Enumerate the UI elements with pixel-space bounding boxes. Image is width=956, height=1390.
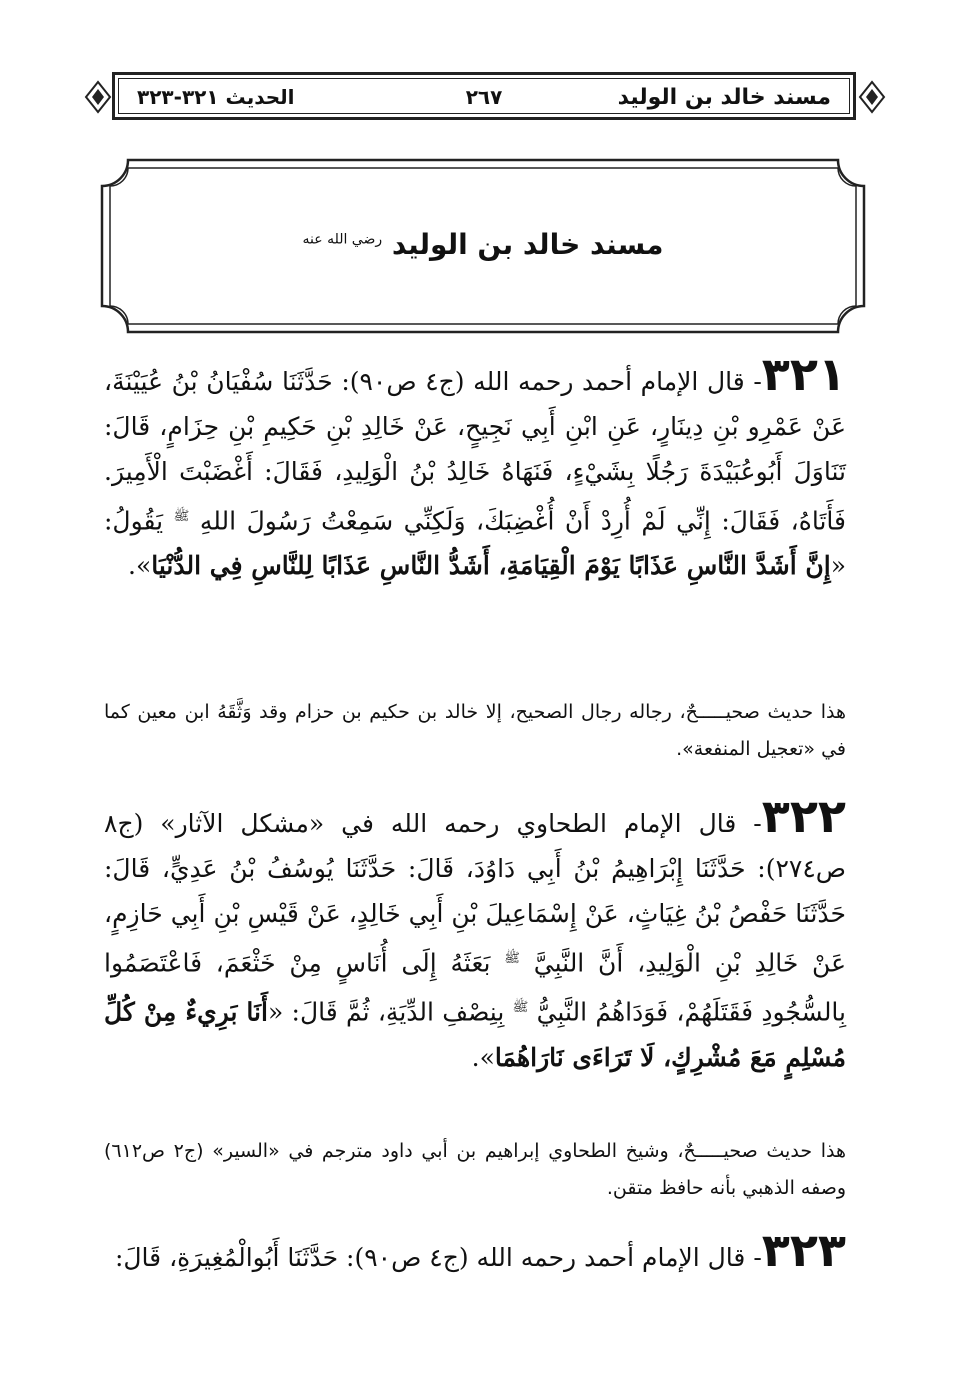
salutation-mark: ﷺ [173,509,190,524]
hadith-text: - قال الإمام أحمد رحمه الله (ج٤ ص٩٠): حَدَّثَنَا سُفْيَانُ بْنُ عُيَيْنَةَ، عَنْ عَمْرِو بْنِ دِينَارٍ، عَنِ ابْنِ أَبِي نَجِيحٍ، عَنْ خَالِدِ بْنِ حَكِيمِ بْنِ حِزَامٍ، قَالَ: تَنَاوَلَ أَبُوعُبَيْدَةَ رَجُلًا بِشَيْءٍ، فَنَهَاهُ خَالِدُ بْنُ الْوَلِيدِ، فَقَالَ: أَغْضَبْتَ الْأَمِيرَ. فَأَتَاهُ، فَقَالَ: إِنِّي لَمْ أُرِدْ أَنْ أُغْضِبَكَ، وَلَكِنِّي سَمِعْتُ رَسُولَ اللهِ [104,367,846,536]
hadith-text: - قال الإمام أحمد رحمه الله (ج٤ ص٩٠): حَدَّثَنَا أَبُوالْمُغِيرَةِ، قَالَ: [114,1243,762,1272]
hadith-321-grading: هذا حديث صحيـــــحٌ، رجاله رجال الصحيح، إلا خالد بن حكيم بن حزام وقد وَثَّقَهُ ابن معين كما في «تعجيل المنفعة». [104,701,846,760]
hadith-end: ». [471,1042,495,1072]
hadith-number: ٣٢٢ [761,789,846,843]
hadith-322-grading: هذا حديث صحيـــــحٌ، وشيخ الطحاوي إبراهيم بن أبي داود مترجم في «السير» (ج٢ ص٦١٢) وصفه الذهبي بأنه حافظ متقن. [104,1140,846,1199]
header-ornament-right [858,80,886,114]
hadith-text-cont: بَعَثَهُ إِلَى أُنَاسٍ مِنْ خَثْعَمَ، فَاعْتَصَمُوا بِالسُّجُودِ فَقَتَلَهُمْ، فَوَدَاهُمُ النَّبِيُّ [104,948,847,1027]
salutation-mark: ﷺ [504,951,520,966]
running-header [112,72,856,120]
hadith-text-cont2: بِنِصْفِ الدِّيَةِ، ثُمَّ قَالَ: « [267,997,513,1027]
header-ornament-left [84,80,112,114]
header-hadith-range: الحديث ٣٢١-٣٢٣ [137,85,295,109]
hadith-322 [104,789,847,1080]
hadith-text: - قال الإمام الطحاوي رحمه الله في «مشكل الآثار» (ج٨ ص٢٧٤): حَدَّثَنَا إِبْرَاهِيمُ بْنُ أَبِي دَاوُدَ، قَالَ: حَدَّثَنَا يُوسُفُ بْنُ عَدِيٍّ، قَالَ: حَدَّثَنَا حَفْصُ بْنُ غِيَاثٍ، عَنْ إِسْمَاعِيلَ بْنِ أَبِي خَالِدٍ، عَنْ قَيْسِ بْنِ أَبِي حَازِمٍ، عَنْ خَالِدِ بْنِ الْوَلِيدِ، أَنَّ النَّبِيَّ [104,809,847,978]
hadith-number: ٣٢٣ [761,1223,846,1277]
section-title-text: مسند خالد بن الوليد [391,228,664,261]
section-title [98,228,868,261]
prophetic-quote: أَنَا بَرِيءٌ مِنْ كُلِّ مُسْلِمٍ مَعَ مُشْرِكٍ، لَا تَرَاءَى نَارَاهُمَا [104,997,846,1072]
section-title-frame [98,156,868,336]
hadith-end: ». [128,551,152,581]
page-number: ٢٦٧ [465,85,503,109]
hadith-323 [104,1223,846,1280]
prophetic-quote: إِنَّ أَشَدَّ النَّاسِ عَذَابًا يَوْمَ الْقِيَامَةِ، أَشَدُّ النَّاسِ عَذَابًا لِلنَّاسِ فِي الدُّنْيَا [151,551,831,581]
salutation-mark: ﷺ [512,1000,529,1016]
hadith-321 [104,347,846,588]
header-book-title: مسند خالد بن الوليد [617,85,831,110]
hadith-number: ٣٢١ [761,347,846,401]
honorific-mark: رضي الله عنه [302,231,383,248]
hadith-text-cont: يَقُولُ: « [104,506,846,581]
